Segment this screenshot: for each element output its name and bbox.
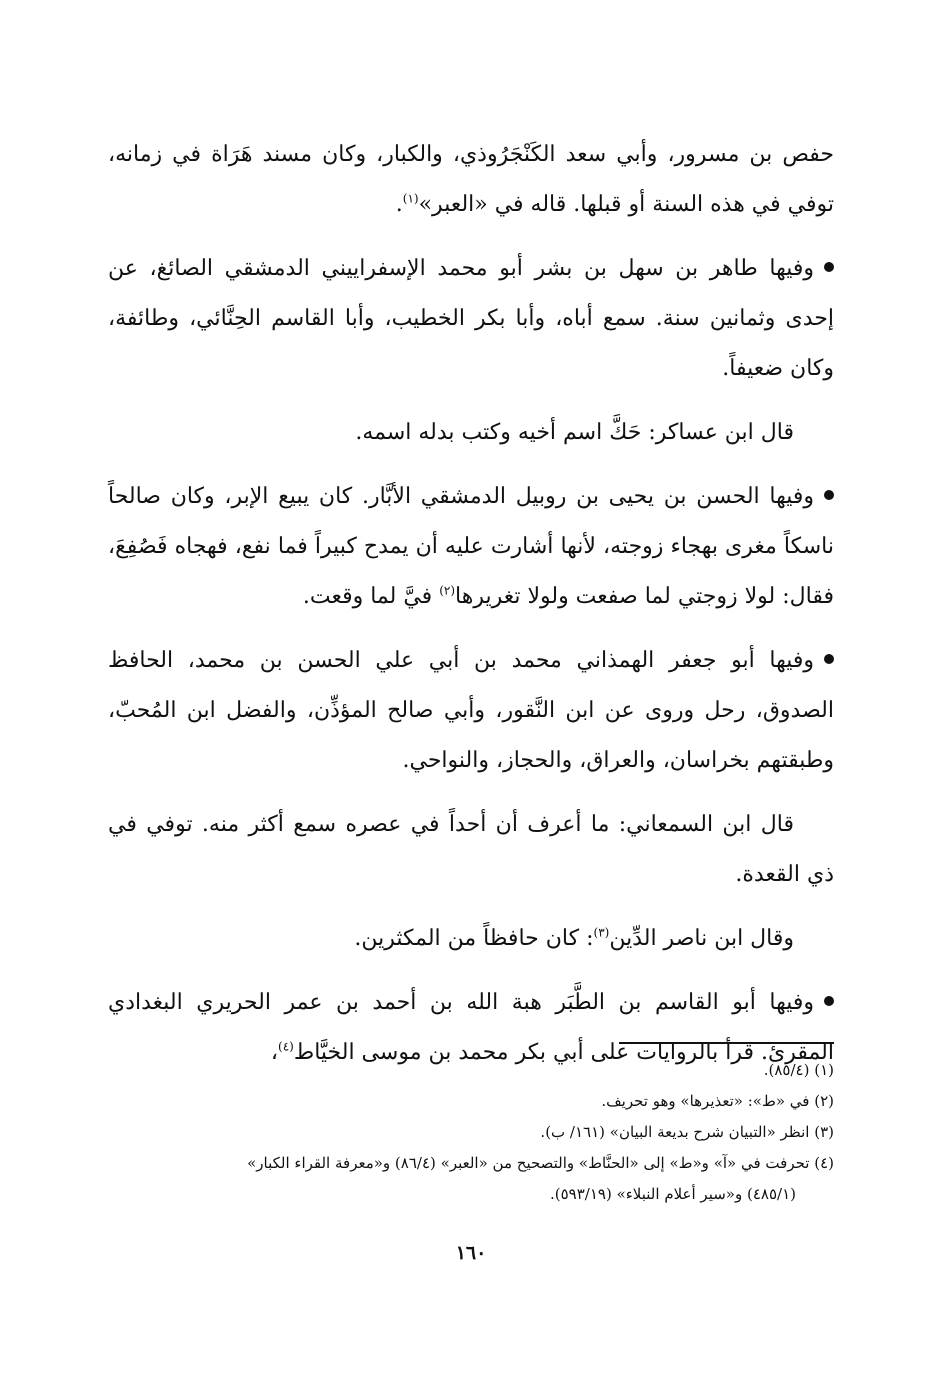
paragraph — [108, 636, 834, 786]
footnote-continuation: (٤٨٥/١) و«سير أعلام النبلاء» (٥٩٣/١٩). — [549, 1185, 796, 1203]
footnote-marker: (٢) — [439, 583, 456, 598]
footnote-marker: (٣) — [593, 925, 610, 940]
paragraph — [108, 130, 834, 230]
book-page — [108, 130, 834, 1330]
footnote-marker: (٤) — [278, 1039, 294, 1054]
paragraph — [108, 800, 834, 900]
footnotes — [108, 1055, 834, 1210]
paragraph-tail: . — [395, 192, 403, 217]
bullet-icon — [824, 262, 834, 272]
footnote: (٢) في «ط»: «تعذيرها» وهو تحريف. — [601, 1092, 834, 1110]
main-text — [108, 130, 834, 1078]
bullet-icon — [824, 654, 834, 664]
paragraph-text: وفيها أبو جعفر الهمذاني محمد بن أبي علي الحسن بن محمد، الحافظ الصدوق، رحل وروى عن ابن النَّقور، وأبي صالح المؤذِّن، والفضل ابن المُحبّ، وطبقتهم بخراسان، والعراق، والحجاز، والنواحي. — [108, 648, 834, 773]
footnote: (٤) تحرفت في «آ» و«ط» إلى «الحنَّاط» والتصحيح من «العبر» (٨٦/٤) و«معرفة القراء الكبار» — [247, 1154, 834, 1172]
paragraph-text: قال ابن عساكر: حَكَّ اسم أخيه وكتب بدله اسمه. — [355, 420, 794, 445]
paragraph-tail: فيَّ لما وقعت. — [302, 584, 440, 609]
bullet-icon — [824, 996, 834, 1006]
bullet-icon — [824, 490, 834, 500]
paragraph-text: حفص بن مسرور، وأبي سعد الكَنْجَرُوذي، والكبار، وكان مسند هَرَاة في زمانه، توفي في هذه السنة أو قبلها. قاله في «العبر» — [108, 142, 834, 217]
paragraph — [108, 244, 834, 394]
paragraph-text: وفيها الحسن بن يحيى بن روبيل الدمشقي الأبَّار. كان يبيع الإبر، وكان صالحاً ناسكاً مغرى بهجاء زوجته، لأنها أشارت عليه أن يمدح كبيراً فما نفع، فهجاه فَصُفِعَ، فقال: لولا زوجتي لما صفعت ولولا تغريرها — [108, 484, 834, 609]
paragraph-text: وفيها أبو القاسم بن الطَّبَر هبة الله بن أحمد بن عمر الحريري البغدادي المقرئ. قرأ بالروايات على أبي بكر محمد بن موسى الخيَّاط — [108, 990, 834, 1065]
footnote-divider — [619, 1042, 834, 1044]
footnote-marker: (١) — [402, 191, 419, 206]
paragraph-text: وقال ابن ناصر الدِّين — [609, 926, 794, 951]
footnote: (١) (٨٥/٤). — [763, 1061, 834, 1079]
paragraph-text: وفيها طاهر بن سهل بن بشر أبو محمد الإسفراييني الدمشقي الصائغ، عن إحدى وثمانين سنة. سمع أباه، وأبا بكر الخطيب، وأبا القاسم الحِنَّائي، وطائفة، وكان ضعيفاً. — [108, 256, 834, 381]
paragraph-text: قال ابن السمعاني: ما أعرف أن أحداً في عصره سمع أكثر منه. توفي في ذي القعدة. — [108, 812, 834, 887]
paragraph-tail: ، — [270, 1040, 279, 1065]
paragraph — [108, 914, 834, 964]
footnote: (٣) انظر «التبيان شرح بديعة البيان» (١٦١/ ب). — [540, 1123, 834, 1141]
paragraph-tail: : كان حافظاً من المكثرين. — [354, 926, 594, 951]
paragraph — [108, 472, 834, 622]
paragraph — [108, 408, 834, 458]
page-number: ١٦٠ — [455, 1242, 487, 1264]
